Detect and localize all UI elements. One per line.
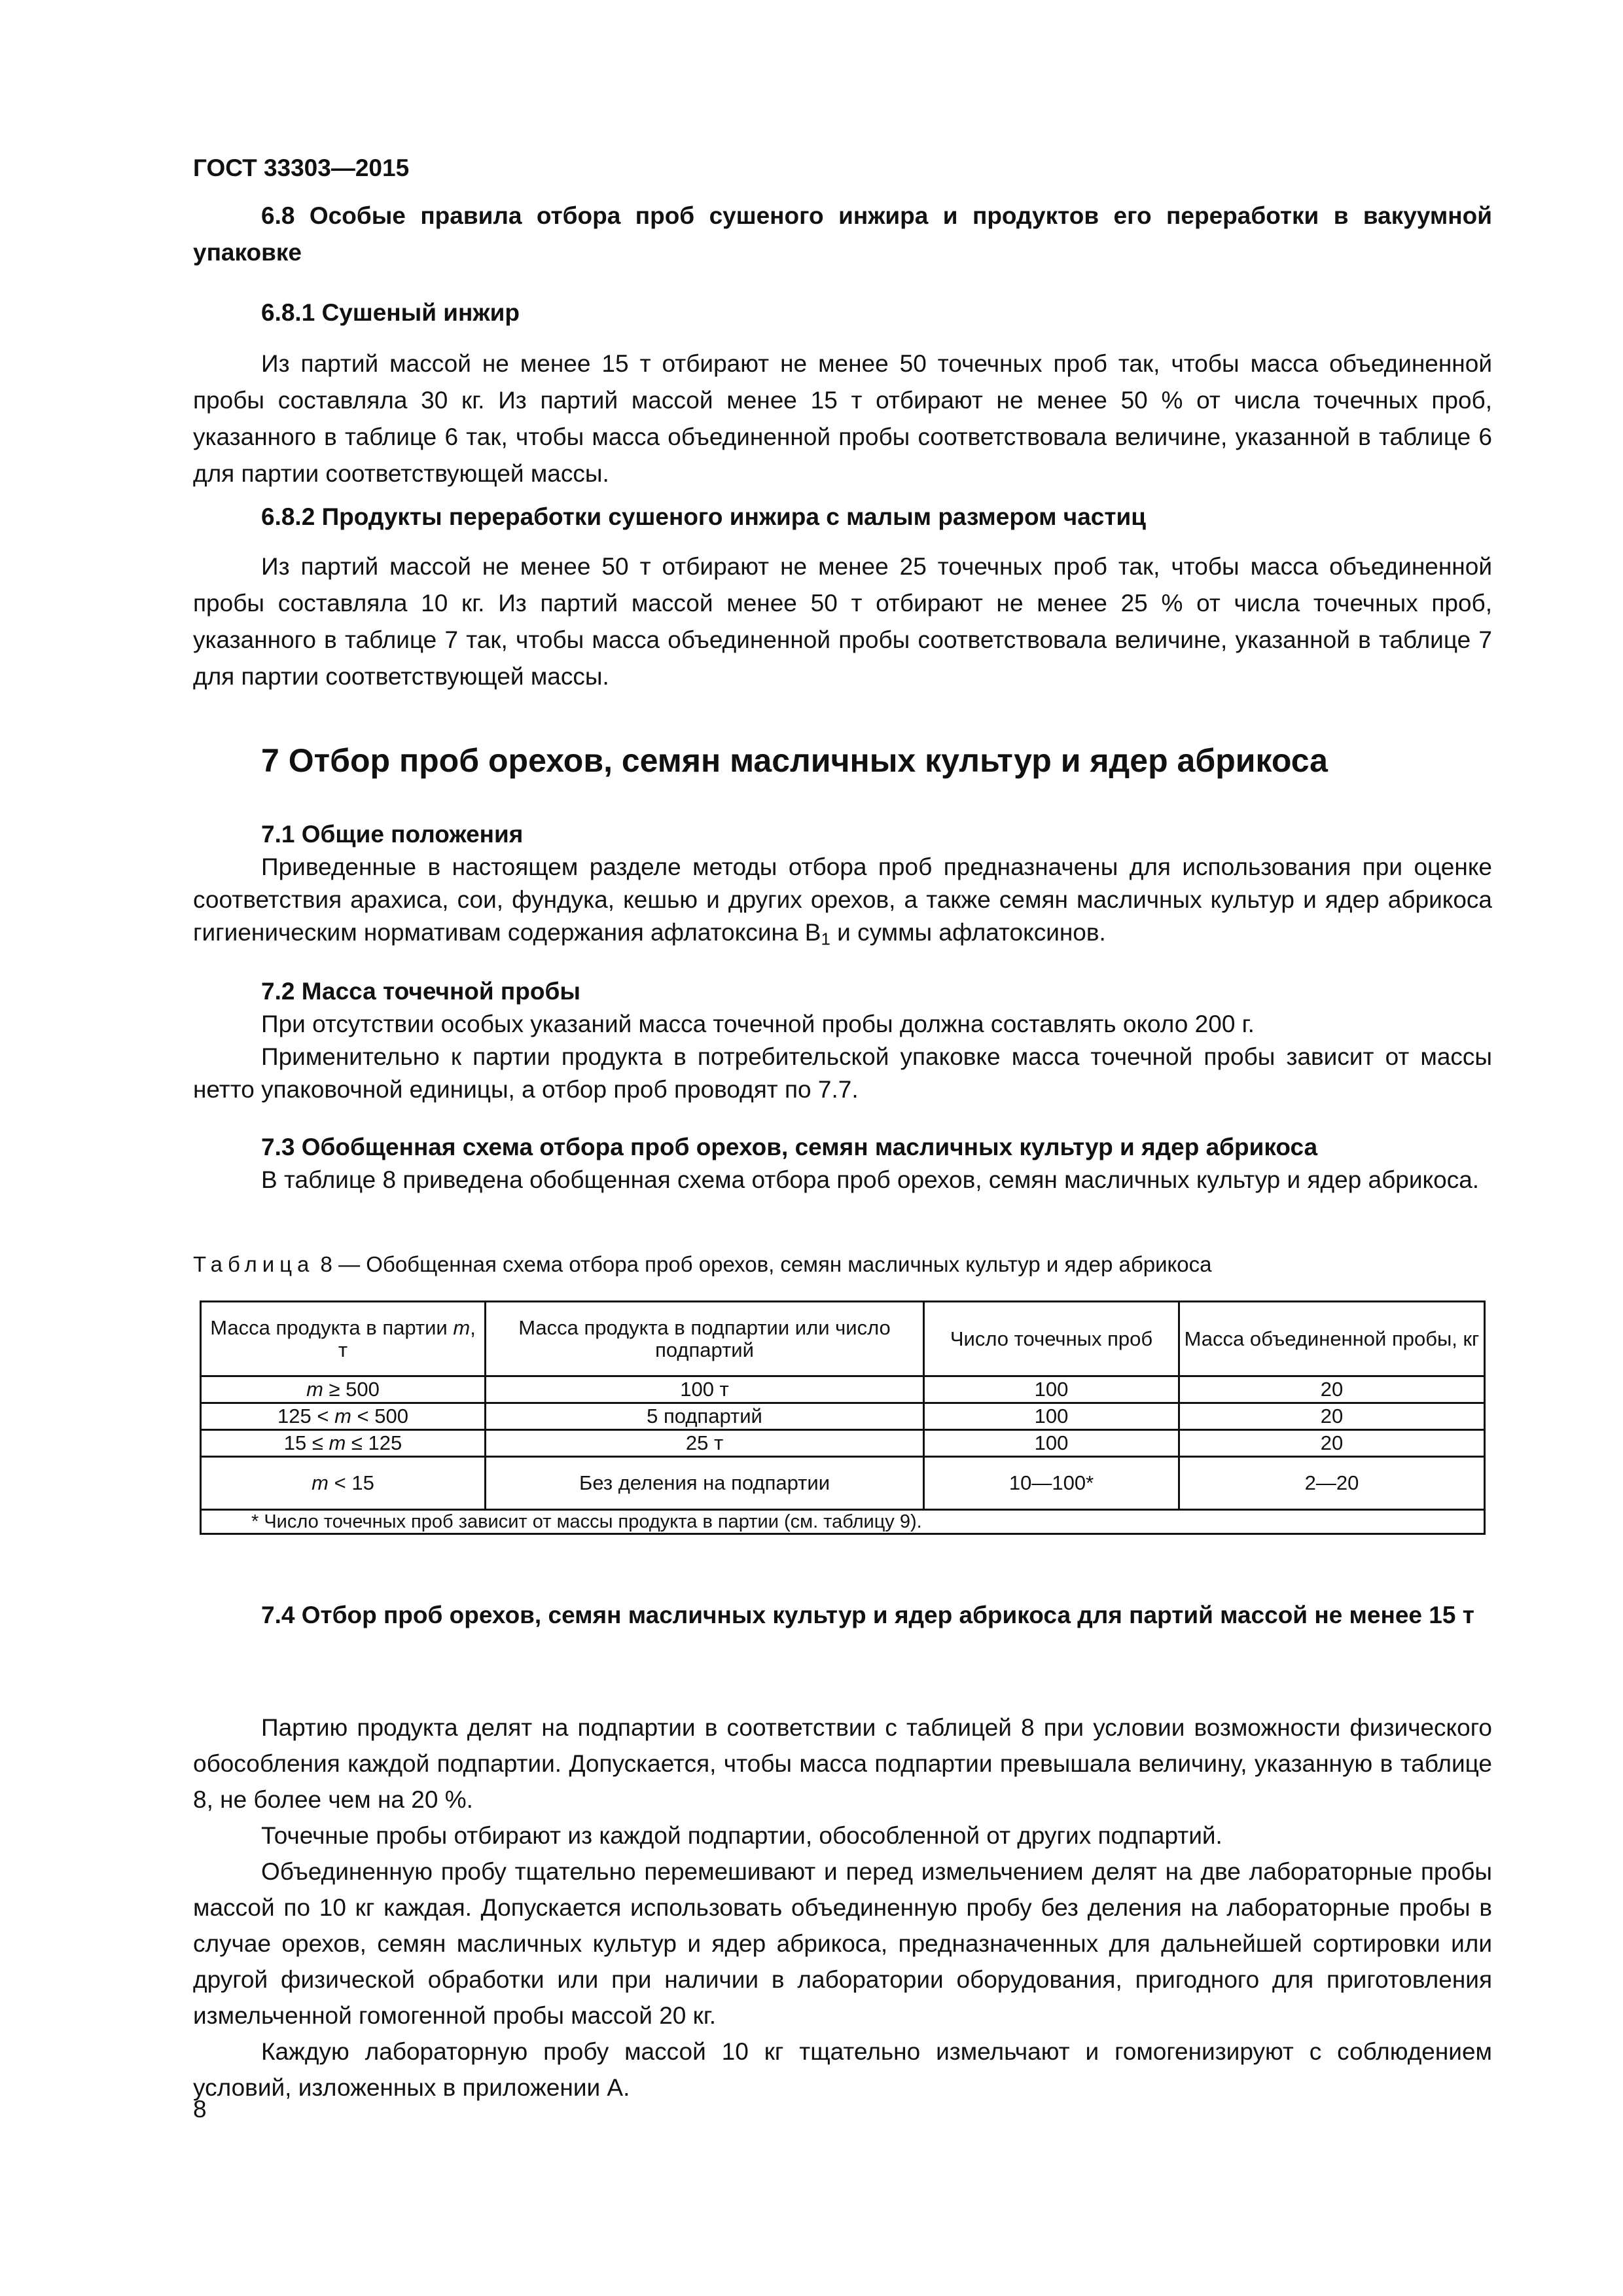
section-7-1-subscript: 1 <box>821 930 830 949</box>
section-7 <box>193 741 1492 780</box>
section-6-8-2 <box>193 499 1492 535</box>
section-7-3 <box>193 1131 1492 1196</box>
section-7-4-p4: Каждую лабораторную пробу массой 10 кг тщательно измельчают и гомогенизируют с соблюдением условий, изложенных в приложении А. <box>193 2038 1492 2101</box>
table-cell: 125 < m < 500 <box>201 1403 486 1430</box>
table-cell: m ≥ 500 <box>201 1376 486 1403</box>
section-6-8-2-body <box>193 548 1492 695</box>
table-cell: 20 <box>1179 1376 1485 1403</box>
section-7-4-title: 7.4 Отбор проб орехов, семян масличных культур и ядер абрикоса для партий массой не менее 15 т <box>261 1602 1474 1628</box>
section-6-8-1-text: Из партий массой не менее 15 т отбирают не менее 50 точечных проб так, чтобы масса объединенной пробы составляла 30 кг. Из партий массой менее 15 т отбирают не менее 50 % от числа точечных проб, указанного в таблице 6 так, чтобы масса объединенной пробы соответствовала величине, указанной в таблице 6 для партии соответствующей массы. <box>193 350 1492 487</box>
section-7-4-p2: Точечные пробы отбирают из каждой подпартии, обособленной от других подпартий. <box>261 1822 1222 1849</box>
table-row <box>201 1403 1485 1430</box>
section-7-1-text <box>193 851 1492 956</box>
table-header-cell: Масса продукта в партии m, т <box>201 1302 486 1376</box>
table-cell: 20 <box>1179 1430 1485 1457</box>
table-cell: 100 <box>924 1403 1179 1430</box>
section-6-8-1 <box>193 295 1492 331</box>
table-cell: 2—20 <box>1179 1457 1485 1510</box>
table-note: * Число точечных проб зависит от массы продукта в партии (см. таблицу 9). <box>201 1510 1485 1534</box>
section-7-title: 7 Отбор проб орехов, семян масличных культур и ядер абрикоса <box>261 742 1328 779</box>
table-cell: m < 15 <box>201 1457 486 1510</box>
section-7-2 <box>193 975 1492 1106</box>
section-7-2-title: 7.2 Масса точечной пробы <box>261 978 580 1005</box>
table-cell: 10—100* <box>924 1457 1179 1510</box>
document-header: ГОСТ 33303—2015 <box>193 154 410 181</box>
table-cell: 100 <box>924 1376 1179 1403</box>
section-7-1-text-main: Приведенные в настоящем разделе методы отбора проб предназначены для использования при оценке соответствия арахиса, сои, фундука, кешью и других орехов, а также семян масличных культур и ядер абрикоса гигиеническим нормативам содержания афлатоксина В <box>193 853 1492 946</box>
table-8-caption <box>193 1250 1492 1279</box>
section-7-1-text-end: и суммы афлатоксинов. <box>830 919 1106 946</box>
table-cell: 15 ≤ m ≤ 125 <box>201 1430 486 1457</box>
table-row <box>201 1376 1485 1403</box>
section-7-4-body <box>193 1710 1492 2106</box>
page-number: 8 <box>193 2096 207 2123</box>
section-6-8-1-body <box>193 346 1492 492</box>
table-cell: 25 т <box>486 1430 924 1457</box>
table-header-cell: Число точечных проб <box>924 1302 1179 1376</box>
table-cell: 100 <box>924 1430 1179 1457</box>
section-6-8-title: 6.8 Особые правила отбора проб сушеного инжира и продуктов его переработки в вакуумной упаковке <box>193 202 1492 266</box>
section-7-4-p1: Партию продукта делят на подпартии в соответствии с таблицей 8 при условии возможности физического обособления каждой подпартии. Допускается, чтобы масса подпартии превышала величину, указанную в таблице 8, не более чем на 20 %. <box>193 1714 1492 1813</box>
table-cell: 20 <box>1179 1403 1485 1430</box>
section-7-3-title: 7.3 Обобщенная схема отбора проб орехов, семян масличных культур и ядер абрикоса <box>261 1134 1318 1160</box>
section-7-2-text-1: При отсутствии особых указаний масса точечной пробы должна составлять около 200 г. <box>261 1011 1255 1037</box>
section-7-2-text-2: Применительно к партии продукта в потребительской упаковке масса точечной пробы зависит от массы нетто упаковочной единицы, а отбор проб проводят по 7.7. <box>193 1043 1492 1103</box>
table-cell: Без деления на подпартии <box>486 1457 924 1510</box>
table-row <box>201 1457 1485 1510</box>
table-note-row <box>201 1510 1485 1534</box>
table-8-caption-label: Таблица <box>193 1252 315 1276</box>
table-header-cell: Масса объединенной пробы, кг <box>1179 1302 1485 1376</box>
section-6-8-2-text: Из партий массой не менее 50 т отбирают не менее 25 точечных проб так, чтобы масса объединенной пробы составляла 10 кг. Из партий массой менее 50 т отбирают не менее 25 % от числа точечных проб, указанного в таблице 7 так, чтобы масса объединенной пробы соответствовала величине, указанной в таблице 7 для партии соответствующей массы. <box>193 553 1492 690</box>
section-6-8-2-title: 6.8.2 Продукты переработки сушеного инжира с малым размером частиц <box>261 503 1146 530</box>
section-7-4-p3: Объединенную пробу тщательно перемешивают и перед измельчением делят на две лабораторные пробы массой по 10 кг каждая. Допускается использовать объединенную пробу без деления на лабораторные пробы в случае орехов, семян масличных культур и ядер абрикоса, предназначенных для дальнейшей сортировки или другой физической обработки или при наличии в лаборатории оборудования, пригодного для приготовления измельченной гомогенной пробы массой 20 кг. <box>193 1858 1492 2029</box>
section-7-4 <box>193 1597 1492 1634</box>
table-cell: 100 т <box>486 1376 924 1403</box>
section-6-8 <box>193 198 1492 271</box>
table-row <box>201 1430 1485 1457</box>
section-7-1-title: 7.1 Общие положения <box>261 821 524 848</box>
table-cell: 5 подпартий <box>486 1403 924 1430</box>
section-6-8-1-title: 6.8.1 Сушеный инжир <box>261 299 520 326</box>
table-8-caption-text: 8 — Обобщенная схема отбора проб орехов, семян масличных культур и ядер абрикоса <box>314 1252 1212 1276</box>
table-header-cell: Масса продукта в подпартии или число подпартий <box>486 1302 924 1376</box>
table-8 <box>200 1300 1486 1535</box>
section-7-3-text: В таблице 8 приведена обобщенная схема отбора проб орехов, семян масличных культур и ядер абрикоса. <box>261 1166 1480 1193</box>
section-7-1 <box>193 818 1492 956</box>
table-header-row <box>201 1302 1485 1376</box>
